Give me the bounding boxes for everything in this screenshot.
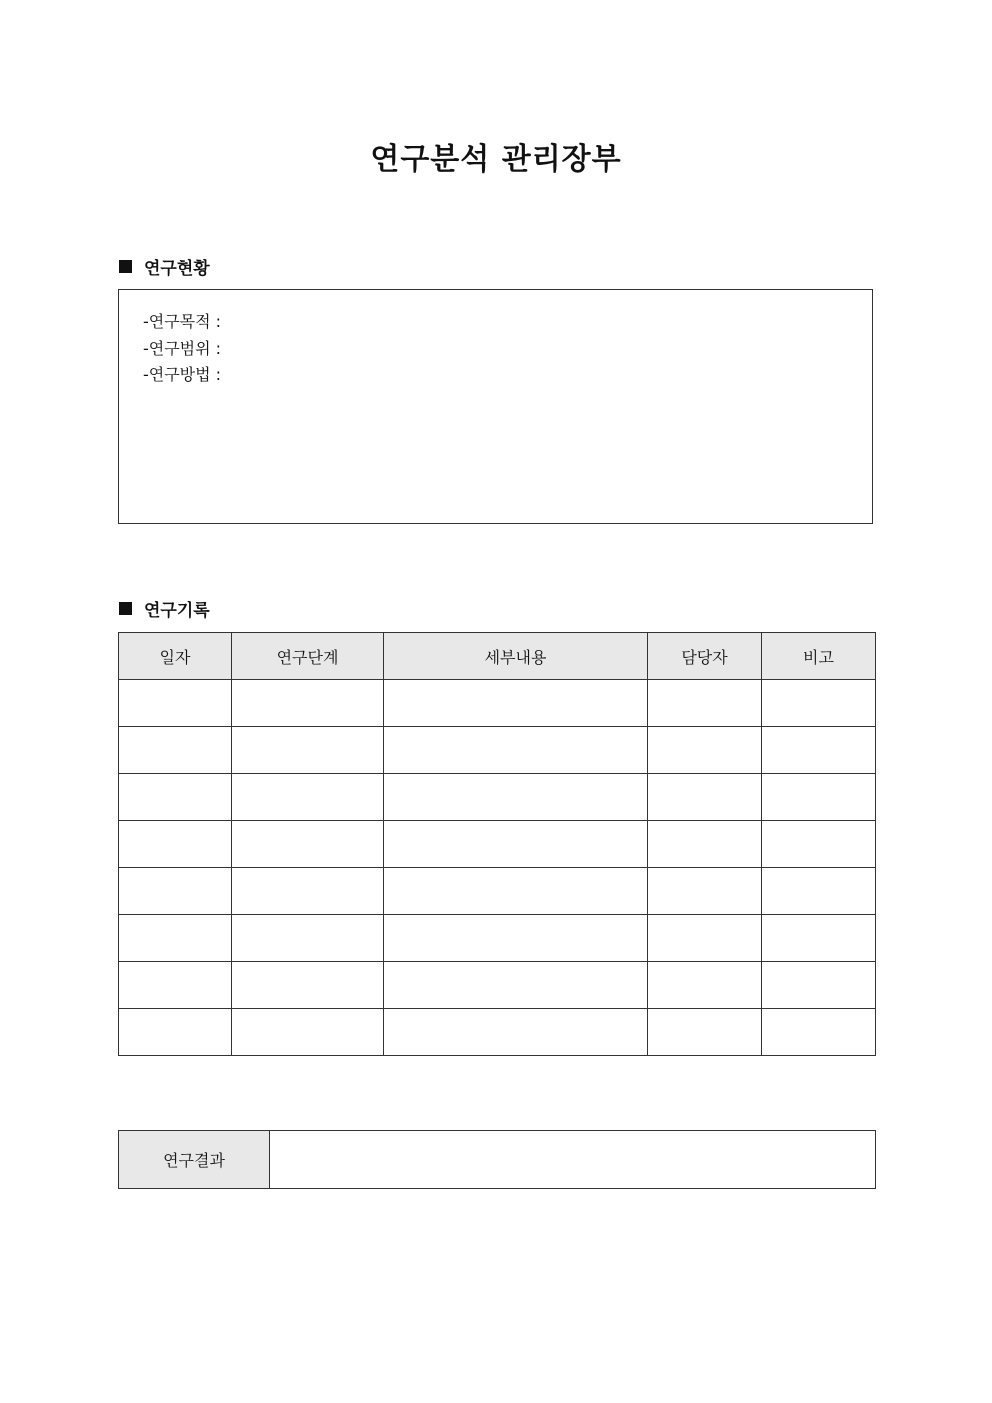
table-cell-details[interactable]	[384, 868, 648, 915]
table-cell-date[interactable]	[119, 821, 232, 868]
table-cell-date[interactable]	[119, 1009, 232, 1056]
table-cell-date[interactable]	[119, 774, 232, 821]
table-row	[119, 868, 876, 915]
table-cell-remarks[interactable]	[762, 915, 876, 962]
table-cell-owner[interactable]	[648, 727, 762, 774]
table-cell-details[interactable]	[384, 962, 648, 1009]
table-cell-details[interactable]	[384, 821, 648, 868]
table-cell-stage[interactable]	[232, 774, 384, 821]
table-cell-details[interactable]	[384, 915, 648, 962]
table-cell-owner[interactable]	[648, 680, 762, 727]
status-section-heading	[119, 254, 210, 279]
status-line-scope: -연구범위 :	[143, 338, 222, 358]
table-cell-owner[interactable]	[648, 915, 762, 962]
square-bullet-icon	[119, 602, 132, 615]
table-row	[119, 821, 876, 868]
table-cell-remarks[interactable]	[762, 868, 876, 915]
table-cell-stage[interactable]	[232, 727, 384, 774]
table-cell-remarks[interactable]	[762, 774, 876, 821]
status-section-heading-text: 연구현황	[144, 259, 210, 279]
table-row	[119, 915, 876, 962]
record-section-heading-text: 연구기록	[144, 601, 210, 621]
table-cell-date[interactable]	[119, 680, 232, 727]
table-cell-date[interactable]	[119, 915, 232, 962]
result-row	[119, 1131, 876, 1189]
table-cell-owner[interactable]	[648, 868, 762, 915]
table-row	[119, 774, 876, 821]
record-table-header-row	[119, 633, 876, 680]
table-cell-remarks[interactable]	[762, 727, 876, 774]
table-cell-remarks[interactable]	[762, 1009, 876, 1056]
square-bullet-icon	[119, 260, 132, 273]
table-cell-stage[interactable]	[232, 915, 384, 962]
document-title: 연구분석 관리장부	[370, 142, 622, 177]
table-cell-owner[interactable]	[648, 821, 762, 868]
column-header-remarks: 비고	[762, 633, 876, 680]
table-cell-owner[interactable]	[648, 1009, 762, 1056]
record-section-heading	[119, 596, 210, 621]
table-cell-date[interactable]	[119, 962, 232, 1009]
table-cell-details[interactable]	[384, 1009, 648, 1056]
table-cell-date[interactable]	[119, 727, 232, 774]
table-row	[119, 727, 876, 774]
table-row	[119, 1009, 876, 1056]
status-line-method: -연구방법 :	[143, 365, 222, 384]
result-table	[118, 1130, 876, 1189]
table-cell-date[interactable]	[119, 868, 232, 915]
column-header-owner: 담당자	[648, 633, 762, 680]
status-line-purpose: -연구목적 :	[143, 312, 222, 331]
table-cell-remarks[interactable]	[762, 962, 876, 1009]
table-cell-details[interactable]	[384, 727, 648, 774]
table-cell-owner[interactable]	[648, 962, 762, 1009]
table-cell-stage[interactable]	[232, 821, 384, 868]
table-cell-details[interactable]	[384, 774, 648, 821]
record-table	[118, 632, 876, 1056]
table-cell-stage[interactable]	[232, 962, 384, 1009]
table-cell-stage[interactable]	[232, 680, 384, 727]
result-label: 연구결과	[119, 1131, 270, 1189]
table-cell-remarks[interactable]	[762, 821, 876, 868]
status-box[interactable]	[118, 289, 873, 524]
table-cell-owner[interactable]	[648, 774, 762, 821]
column-header-date: 일자	[119, 633, 232, 680]
table-cell-stage[interactable]	[232, 868, 384, 915]
result-value-field[interactable]	[270, 1131, 876, 1189]
table-cell-remarks[interactable]	[762, 680, 876, 727]
column-header-stage: 연구단계	[232, 633, 384, 680]
table-row	[119, 962, 876, 1009]
column-header-details: 세부내용	[384, 633, 648, 680]
table-cell-details[interactable]	[384, 680, 648, 727]
table-row	[119, 680, 876, 727]
table-cell-stage[interactable]	[232, 1009, 384, 1056]
